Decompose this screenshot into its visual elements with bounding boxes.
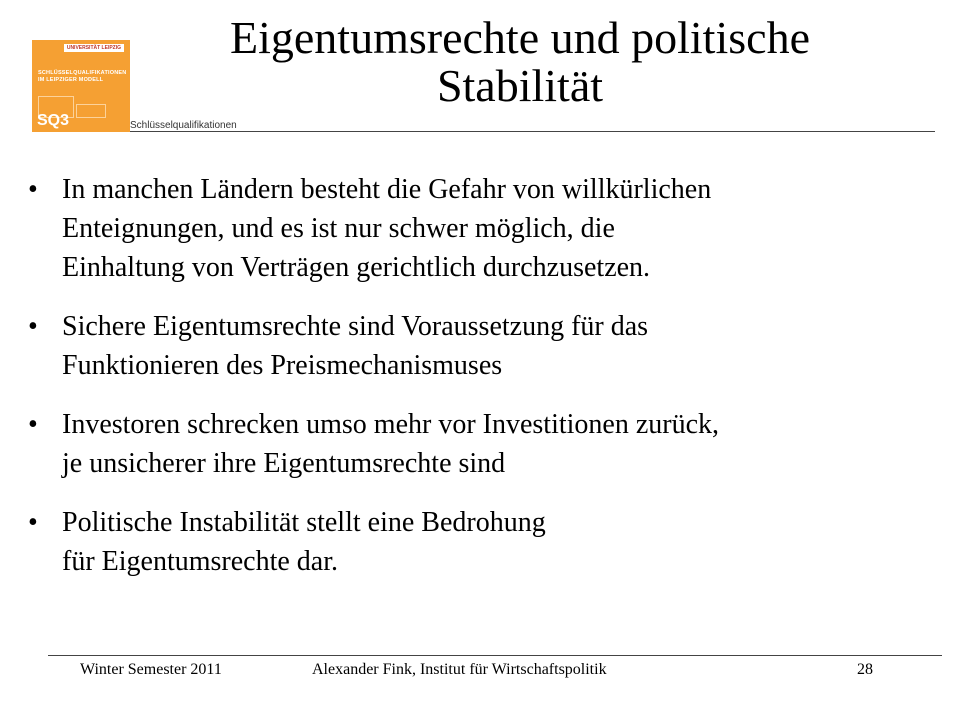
bullet-marker: • xyxy=(28,311,38,342)
logo-decoration xyxy=(76,104,106,118)
title-divider xyxy=(130,131,935,132)
footer-page-number: 28 xyxy=(857,661,873,678)
bullet-item xyxy=(28,307,943,385)
slide-title-line-2: Stabilität xyxy=(436,60,604,111)
bullet-item xyxy=(28,170,943,287)
bullet-line: Investoren schrecken umso mehr vor Investitionen zurück, xyxy=(62,409,720,440)
bullet-line: Politische Instabilität stellt eine Bedrohung xyxy=(62,507,546,538)
sq3-logo xyxy=(32,40,130,132)
slide-title xyxy=(150,14,890,110)
university-badge: UNIVERSITÄT LEIPZIG xyxy=(64,44,124,52)
bullet-line: für Eigentumsrechte dar. xyxy=(62,546,339,577)
bullet-item xyxy=(28,405,943,483)
bullet-line: Enteignungen, und es ist nur schwer möglich, die xyxy=(62,213,615,244)
slide-title-line-1: Eigentumsrechte und politische xyxy=(230,12,810,63)
bullet-line: In manchen Ländern besteht die Gefahr von willkürlichen xyxy=(62,174,712,205)
bullet-marker: • xyxy=(28,174,38,205)
footer-semester: Winter Semester 2011 xyxy=(80,661,222,678)
bullet-line: Funktionieren des Preismechanismuses xyxy=(62,350,503,381)
logo-brand-line-1: SCHLÜSSELQUALIFIKATIONEN xyxy=(38,70,127,76)
logo-brand-text xyxy=(38,70,128,84)
bullet-line: je unsicherer ihre Eigentumsrechte sind xyxy=(62,448,506,479)
logo-caption: Schlüsselqualifikationen xyxy=(130,120,237,131)
bullet-marker: • xyxy=(28,409,38,440)
bullet-line: Einhaltung von Verträgen gerichtlich durchzusetzen. xyxy=(62,252,651,283)
bullet-list xyxy=(28,170,943,601)
footer-author: Alexander Fink, Institut für Wirtschaftspolitik xyxy=(312,661,607,678)
bullet-item xyxy=(28,503,943,581)
logo-mark: SQ3 xyxy=(37,112,70,129)
bullet-line: Sichere Eigentumsrechte sind Voraussetzung für das xyxy=(62,311,649,342)
logo-brand-line-2: IM LEIPZIGER MODELL xyxy=(38,77,104,83)
bullet-marker: • xyxy=(28,507,38,538)
footer-divider xyxy=(48,655,942,656)
